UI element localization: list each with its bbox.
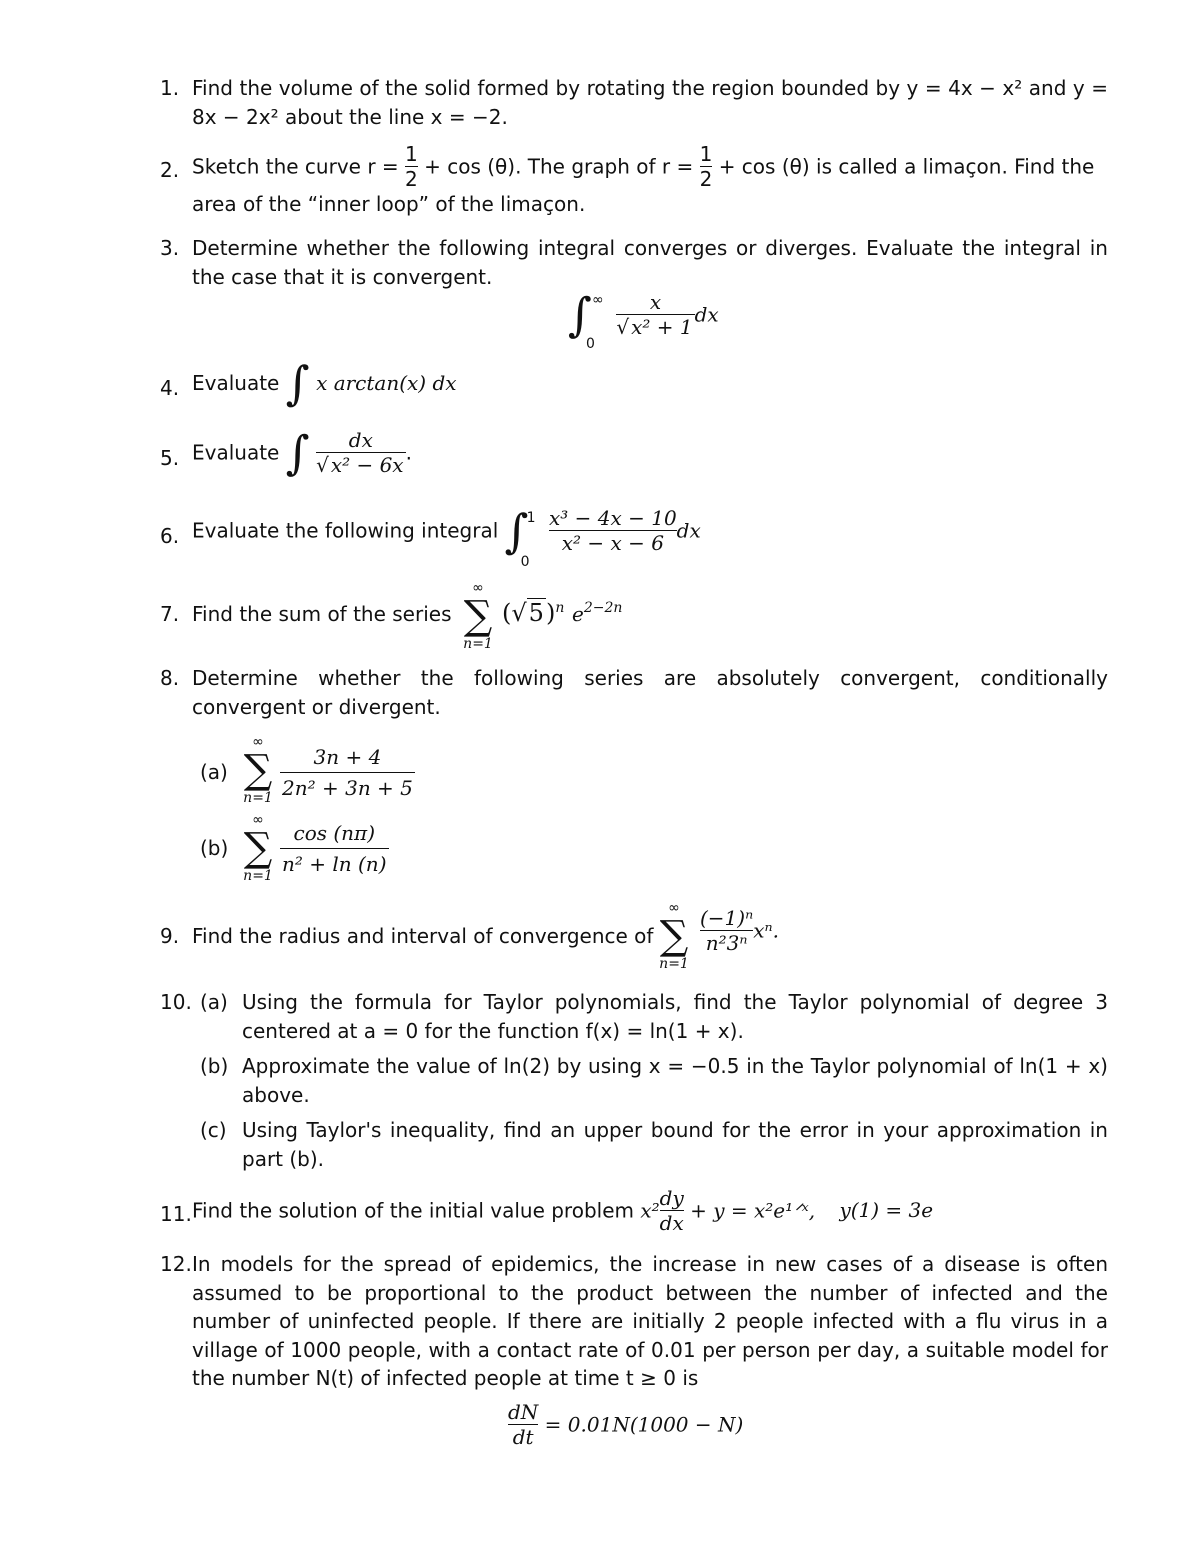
integral-expression (568, 287, 719, 352)
problem-text: area of the “inner loop” of the limaçon. (192, 192, 586, 216)
fraction-numerator: dy (659, 1186, 684, 1210)
upper-limit: 1 (526, 509, 536, 526)
exponent: 2−2n (583, 600, 623, 616)
problem-text: Determine whether the following series are absolutely convergent, conditionally convergent or divergent. (192, 666, 1108, 719)
problem-text: + cos (θ). The graph of r = (424, 154, 694, 179)
initial-condition: y(1) = 3e (839, 1198, 934, 1223)
integrand: x arctan(x) dx (316, 370, 457, 395)
lower-limit: n=1 (463, 636, 493, 652)
integral-sign: ∫ (568, 287, 592, 342)
fraction-denominator: n²3ⁿ (700, 930, 753, 955)
punctuation: . (405, 440, 412, 465)
problem-number: 1. (160, 76, 180, 100)
problem-text: Evaluate the following integral (192, 518, 499, 543)
lower-limit: n=1 (243, 790, 273, 806)
problem-text: Evaluate (192, 440, 280, 465)
radicand: 5 (528, 599, 544, 627)
problem-number: 5. (160, 446, 180, 470)
subpart-a (200, 988, 1108, 1048)
problem-text: Evaluate (192, 370, 280, 395)
lower-limit: 0 (520, 553, 530, 570)
problem-line (192, 356, 457, 410)
lower-limit: 0 (586, 336, 595, 352)
fraction: $\frac{x}{\text{√ x² + 1}}$ (616, 290, 693, 339)
equation-rhs: = 0.01N(1000 − N) (544, 1412, 744, 1437)
fraction: $\frac{dx}{\text{√ x² − 6x}}$ (316, 428, 404, 477)
problem-text: Find the solution of the initial value problem (192, 1198, 634, 1223)
fraction-numerator: 3n + 4 (313, 745, 382, 769)
fraction-numerator: x (649, 290, 662, 314)
equation-rhs: + y = x²e¹ᐟˣ, (690, 1198, 816, 1223)
problem-number: 9. (160, 924, 180, 948)
problem-2 (160, 142, 1108, 218)
fraction-denominator: x² − x − 6 (549, 530, 677, 555)
fraction-denominator: dt (508, 1424, 538, 1449)
differential: dx (694, 302, 719, 327)
upper-limit: ∞ (592, 292, 604, 308)
exponential-base: e (571, 602, 584, 626)
problem-9 (160, 900, 1108, 976)
lower-limit: n=1 (243, 868, 273, 884)
summation (654, 900, 694, 972)
series-term (700, 906, 779, 955)
problem-line (192, 425, 412, 480)
subpart-b (200, 1052, 1108, 1112)
sigma-sign: ∑ (659, 913, 689, 959)
coefficient: x² (640, 1198, 660, 1223)
integral-sign: ∫ (285, 425, 310, 480)
differential-equation (508, 1400, 743, 1449)
problem-3 (160, 234, 1108, 354)
subpart-text: Using Taylor's inequality, find an upper bound for the error in your approximation in part (b). (242, 1118, 1108, 1171)
problem-10 (160, 988, 1108, 1178)
problem-text: + cos (θ) is called a limaçon. Find the (718, 154, 1095, 179)
problem-number: 11. (160, 1202, 192, 1226)
fraction (660, 1186, 684, 1235)
problem-text: Sketch the curve r = (192, 154, 399, 179)
sigma-sign: ∑ (243, 747, 273, 793)
problem-7 (160, 580, 1108, 650)
upper-limit: ∞ (472, 580, 484, 596)
summation (458, 580, 498, 652)
fraction (280, 742, 415, 803)
problem-text: Find the radius and interval of convergence of (192, 924, 654, 948)
problem-text: Determine whether the following integral converges or diverges. Evaluate the integral in the case that it is convergent. (192, 236, 1108, 289)
fraction-numerator: cos (nπ) (293, 821, 375, 845)
fraction-numerator: dN (508, 1400, 539, 1424)
problem-11 (160, 1186, 1108, 1242)
subpart-text: Approximate the value of ln(2) by using x = −0.5 in the Taylor polynomial of ln(1 + x) above. (242, 1054, 1108, 1107)
subpart-label: (b) (200, 836, 229, 860)
subpart-label: (c) (200, 1118, 227, 1142)
subpart-label: (a) (200, 760, 228, 784)
fraction-denominator: 2 (405, 167, 418, 191)
fraction-denominator: n² + ln (n) (280, 848, 389, 879)
problem-number: 8. (160, 666, 180, 690)
sigma-sign: ∑ (243, 825, 273, 871)
lower-limit: n=1 (659, 956, 689, 972)
integral-sign: ∫ (285, 356, 310, 410)
problem-number: 7. (160, 602, 180, 626)
upper-limit: ∞ (668, 900, 680, 916)
problem-number: 12. (160, 1252, 192, 1276)
sigma-sign: ∑ (463, 593, 493, 639)
upper-limit: ∞ (252, 812, 264, 828)
series-factor: xⁿ. (753, 918, 779, 943)
problem-number: 6. (160, 524, 180, 548)
upper-limit: ∞ (252, 734, 264, 750)
summation (238, 734, 278, 806)
problem-line (192, 1186, 933, 1235)
problem-4 (160, 356, 1108, 416)
fraction-numerator: (−1)ⁿ (700, 906, 754, 930)
summation (238, 812, 278, 884)
fraction (549, 506, 677, 555)
fraction (280, 818, 389, 879)
fraction-denominator: x² + 1 (631, 315, 693, 339)
subpart-label: (a) (200, 990, 228, 1014)
fraction (405, 142, 418, 191)
problem-6 (160, 503, 1108, 570)
problem-line (192, 503, 701, 570)
problem-text: Find the volume of the solid formed by rotating the region bounded by y = 4x − x² and y = 8x − 2x² about the line x = −2. (192, 76, 1108, 129)
fraction-numerator: 1 (699, 142, 713, 166)
fraction-denominator: 2 (699, 167, 713, 191)
problem-text: In models for the spread of epidemics, the increase in new cases of a disease is often assumed to be proportional to the product between the number of infected and the number of uninfected people. If there are initially 2 people infected with a flu virus in a village of 1000 people, with a contact rate of 0.01 per person per day, a suitable model for the number N(t) of infected people at time t ≥ 0 is (192, 1252, 1108, 1390)
fraction-numerator: 1 (405, 142, 418, 166)
problem-text: Find the sum of the series (192, 602, 452, 626)
fraction-denominator: x² − 6x (330, 453, 404, 477)
subpart-label: (b) (200, 1054, 229, 1078)
fraction-numerator: x³ − 4x − 10 (548, 506, 677, 530)
power: n (555, 600, 565, 616)
problem-8 (160, 664, 1108, 894)
problem-line (192, 142, 1094, 191)
problem-1 (160, 74, 1108, 134)
problem-number: 4. (160, 376, 180, 400)
problem-5 (160, 425, 1108, 488)
differential: dx (676, 518, 701, 543)
subpart-text: Using the formula for Taylor polynomials, find the Taylor polynomial of degree 3 centered at a = 0 for the function f(x) = ln(1 + x). (242, 990, 1108, 1043)
series-term: $(√5)^n$ $e^{2-2n}$ (502, 599, 623, 627)
fraction (700, 906, 753, 955)
problem-number: 2. (160, 158, 180, 182)
integral-sign: ∫ (504, 503, 529, 558)
fraction-denominator: dx (659, 1211, 684, 1235)
subpart-c (200, 1116, 1108, 1176)
problem-number: 3. (160, 236, 180, 260)
fraction (700, 142, 713, 191)
fraction-denominator: 2n² + 3n + 5 (280, 772, 415, 803)
problem-12 (160, 1250, 1108, 1470)
fraction (508, 1400, 538, 1449)
fraction-numerator: dx (348, 428, 373, 452)
problem-number: 10. (160, 990, 192, 1014)
